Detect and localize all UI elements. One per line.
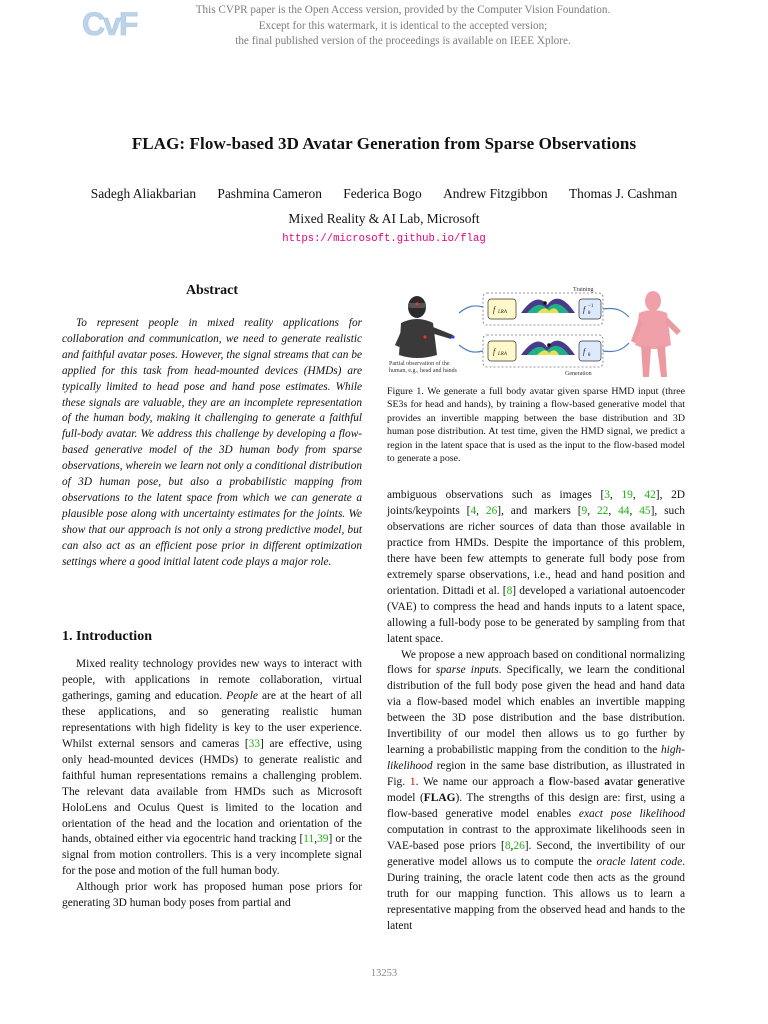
paper-title: FLAG: Flow-based 3D Avatar Generation from Sparse Observations: [131, 134, 637, 153]
intro-paragraph-1: Mixed reality technology provides new ways to interact with people, with applications in remote collaboration, virtual gatherings, gaming and education. People are at the heart of all these applications, and so generating realistic human representations with high fidelity is key to the user experience. Whilst external sensors and cameras [33] are effective, using only head-mounted devices (HMDs) to generate realistic and faithful human representations remains a challenging problem. The relevant data available from HMDs such as Microsoft HoloLens and Oculus Quest is limited to the location and orientation of the head and the location and orientation of the hands, obtained either via egocentric hand tracking [11,39] or the signal from motion controllers. This is a very incomplete signal for the pose and motion of the full human body.: [62, 658, 362, 878]
author-name: Thomas J. Cashman: [568, 186, 678, 201]
affiliation: Mixed Reality & AI Lab, Microsoft: [288, 211, 480, 226]
author-name: Federica Bogo: [343, 186, 422, 201]
svg-text:f: f: [493, 305, 496, 314]
citation-link[interactable]: 8: [504, 839, 511, 852]
citation-link[interactable]: 11: [303, 833, 315, 846]
svg-text:LRA: LRA: [498, 310, 507, 315]
citation-link[interactable]: 33: [248, 737, 261, 750]
intro-paragraph-continued: ambiguous observations such as images [3, 19, 42], 2D joints/keypoints [4, 26], and markers [9, 22, 44, 45], such observations are richer sources of data than those available in practice from HMDs. Despite the importance of this problem, there have been few attempts to generate full body pose from extremely sparse observations, i.e., head and hand position and orientation. Dittadi et al. [8] developed a variational autoencoder (VAE) to compress the head and hands inputs to a latent space, allowing a full-body pose to be generated by sampling from that latent space.: [387, 489, 685, 645]
figure-label-partial-1: Partial observation of the: [389, 361, 450, 367]
citation-link[interactable]: 9: [581, 504, 588, 517]
watermark-line: Except for this watermark, it is identical to the accepted version;: [258, 19, 548, 32]
cvf-logo: [82, 4, 142, 44]
author-name: Sadegh Aliakbarian: [90, 186, 197, 201]
svg-text:CvF: CvF: [82, 6, 137, 42]
citation-link[interactable]: 26: [485, 504, 498, 517]
generated-avatar-figure: [631, 291, 681, 377]
figure-block-inverse: f: [583, 305, 586, 314]
figure-label-partial-2: human, e.g., head and hands: [389, 368, 457, 374]
citation-link[interactable]: 22: [596, 504, 609, 517]
figure-reference-link[interactable]: 1: [409, 776, 416, 789]
citation-link[interactable]: 42: [644, 489, 656, 501]
intro-paragraph-3: We propose a new approach based on conditional normalizing flows for sparse inputs. Specifically, we learn the conditional distribution of the full body pose given the head and hand data via a flow-based model which enables an invertible mapping between the 3D pose distribution and the base distribution. Invertibility of our model then allows us to go further by learning a probabilistic mapping from the condition to the high-likelihood region in the same base distribution, as illustrated in Fig. 1. We name our approach a flow-based avatar generative model (FLAG). The strengths of this design are: first, using a flow-based generative model enables exact pose likelihood computation in contrast to the approximate likelihoods seen in VAE-based pose priors [8,26]. Second, the invertibility of our generative model allows us to compute the oracle latent code. During training, the oracle latent code then acts as the ground truth for our mapping function. This allows us to learn a representative mapping from the observed head and hands to the latent: [387, 648, 686, 932]
citation-link[interactable]: 39: [317, 833, 329, 846]
svg-text:θ: θ: [588, 311, 591, 316]
partial-observation-figure: [395, 296, 455, 358]
citation-link[interactable]: 8: [506, 584, 513, 597]
introduction-heading: 1. Introduction: [62, 629, 152, 644]
intro-right-column: [387, 488, 685, 935]
citation-link[interactable]: 26: [513, 839, 525, 852]
figure-1: [387, 283, 685, 379]
abstract-heading: Abstract: [185, 283, 239, 298]
project-url-link[interactable]: https://microsoft.github.io/flag: [282, 233, 486, 245]
author-name: Andrew Fitzgibbon: [443, 186, 548, 201]
watermark-line: This CVPR paper is the Open Access version, provided by the Computer Vision Foundation.: [195, 4, 611, 16]
svg-text:f: f: [493, 347, 496, 356]
figure-1-caption: Figure 1. We generate a full body avatar given sparse HMD input (three SE3s for head and hands), by training a flow-based generative model that provides an invertible mapping between the base distribution and 3D human pose distribution. At test time, given the HMD signal, we predict a region in the latent space that is used as the input to the flow-based model to generate a pose.: [387, 386, 685, 465]
citation-link[interactable]: 44: [618, 504, 630, 517]
intro-paragraph-2: Although prior work has proposed human pose priors for generating 3D human body poses from partial and: [62, 881, 362, 910]
author-name: Pashmina Cameron: [217, 186, 322, 201]
citation-link[interactable]: 3: [604, 489, 610, 501]
author-list: [0, 186, 768, 202]
page-number: 13253: [370, 968, 398, 979]
figure-label-generation: Generation: [565, 371, 592, 377]
figure-block-forward: f: [583, 347, 586, 356]
cvf-watermark: [150, 3, 656, 50]
citation-link[interactable]: 19: [621, 489, 633, 501]
citation-link[interactable]: 4: [470, 504, 477, 517]
figure-label-training: Training: [573, 287, 594, 293]
svg-text:θ: θ: [588, 353, 591, 358]
citation-link[interactable]: 45: [639, 504, 651, 517]
svg-text:LRA: LRA: [498, 352, 507, 357]
svg-text:−1: −1: [588, 304, 594, 309]
abstract-text: To represent people in mixed reality applications for collaboration and communication, we need to generate realistic and faithful avatar poses. However, the signal streams that can be applied for this task from head-mounted devices (HMDs) are typically limited to head pose and hand pose estimates. While these signals are valuable, they are an incomplete representation of the human body, making it challenging to generate a faithful full-body avatar. We address this challenge by developing a flow-based generative model of the 3D human body from sparse observations, wherein we learn not only a conditional distribution of 3D human pose, but also a probabilistic mapping from observations to the latent space from which we can generate a plausible pose along with uncertainty estimates for the joints. We show that our approach is not only a strong predictive model, but can also act as an efficient pose prior in different optimization settings where a good initial latent code plays a major role.: [62, 317, 362, 568]
watermark-line: the final published version of the proceedings is available on IEEE Xplore.: [235, 35, 571, 47]
intro-left-column: [62, 657, 362, 912]
